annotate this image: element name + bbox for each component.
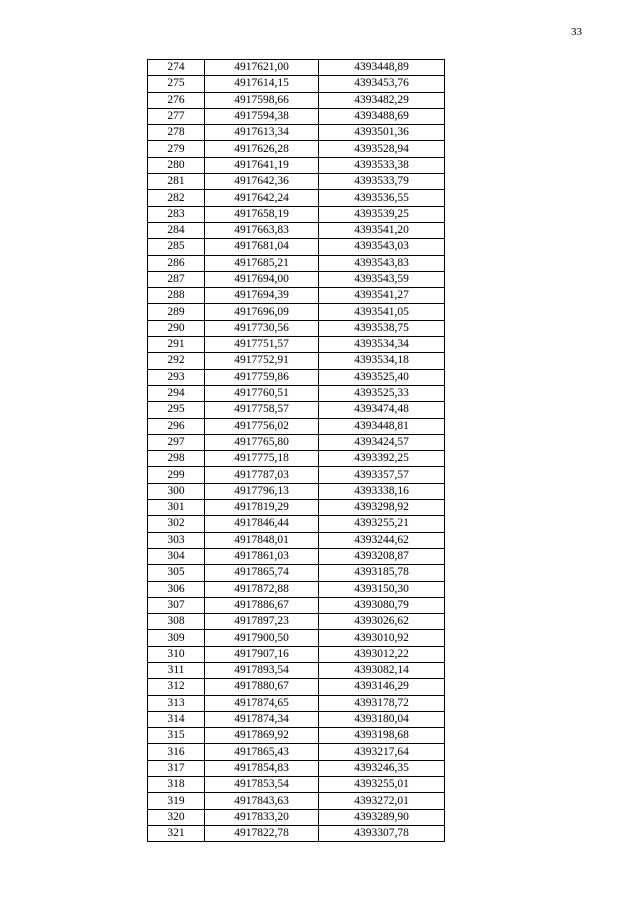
table-row xyxy=(148,369,445,385)
y-coordinate-cell: 4393185,78 xyxy=(319,565,445,581)
table-row xyxy=(148,418,445,434)
point-number-cell: 282 xyxy=(148,190,205,206)
table-row xyxy=(148,662,445,678)
y-coordinate-cell: 4393543,83 xyxy=(319,255,445,271)
coordinates-table-body xyxy=(148,60,445,842)
x-coordinate-cell: 4917886,67 xyxy=(205,597,319,613)
x-coordinate-cell: 4917833,20 xyxy=(205,809,319,825)
point-number-cell: 286 xyxy=(148,255,205,271)
table-row xyxy=(148,630,445,646)
table-row xyxy=(148,760,445,776)
table-row xyxy=(148,76,445,92)
x-coordinate-cell: 4917598,66 xyxy=(205,92,319,108)
point-number-cell: 304 xyxy=(148,548,205,564)
point-number-cell: 289 xyxy=(148,304,205,320)
table-row xyxy=(148,255,445,271)
table-row xyxy=(148,548,445,564)
table-row xyxy=(148,825,445,841)
point-number-cell: 290 xyxy=(148,320,205,336)
table-row xyxy=(148,320,445,336)
x-coordinate-cell: 4917861,03 xyxy=(205,548,319,564)
x-coordinate-cell: 4917694,00 xyxy=(205,271,319,287)
table-row xyxy=(148,239,445,255)
y-coordinate-cell: 4393180,04 xyxy=(319,711,445,727)
table-row xyxy=(148,679,445,695)
table-row xyxy=(148,532,445,548)
table-row xyxy=(148,141,445,157)
x-coordinate-cell: 4917730,56 xyxy=(205,320,319,336)
y-coordinate-cell: 4393255,21 xyxy=(319,516,445,532)
y-coordinate-cell: 4393533,38 xyxy=(319,157,445,173)
x-coordinate-cell: 4917787,03 xyxy=(205,467,319,483)
x-coordinate-cell: 4917696,09 xyxy=(205,304,319,320)
table-row xyxy=(148,467,445,483)
x-coordinate-cell: 4917843,63 xyxy=(205,793,319,809)
point-number-cell: 307 xyxy=(148,597,205,613)
y-coordinate-cell: 4393146,29 xyxy=(319,679,445,695)
y-coordinate-cell: 4393541,05 xyxy=(319,304,445,320)
table-row xyxy=(148,695,445,711)
table-row xyxy=(148,304,445,320)
point-number-cell: 306 xyxy=(148,581,205,597)
point-number-cell: 281 xyxy=(148,174,205,190)
point-number-cell: 313 xyxy=(148,695,205,711)
y-coordinate-cell: 4393289,90 xyxy=(319,809,445,825)
x-coordinate-cell: 4917642,24 xyxy=(205,190,319,206)
point-number-cell: 298 xyxy=(148,451,205,467)
y-coordinate-cell: 4393525,40 xyxy=(319,369,445,385)
x-coordinate-cell: 4917752,91 xyxy=(205,353,319,369)
y-coordinate-cell: 4393338,16 xyxy=(319,483,445,499)
x-coordinate-cell: 4917893,54 xyxy=(205,662,319,678)
table-row xyxy=(148,451,445,467)
y-coordinate-cell: 4393357,57 xyxy=(319,467,445,483)
y-coordinate-cell: 4393482,29 xyxy=(319,92,445,108)
x-coordinate-cell: 4917658,19 xyxy=(205,206,319,222)
y-coordinate-cell: 4393525,33 xyxy=(319,385,445,401)
point-number-cell: 293 xyxy=(148,369,205,385)
y-coordinate-cell: 4393178,72 xyxy=(319,695,445,711)
table-row xyxy=(148,222,445,238)
y-coordinate-cell: 4393026,62 xyxy=(319,614,445,630)
y-coordinate-cell: 4393307,78 xyxy=(319,825,445,841)
point-number-cell: 275 xyxy=(148,76,205,92)
y-coordinate-cell: 4393424,57 xyxy=(319,434,445,450)
point-number-cell: 280 xyxy=(148,157,205,173)
table-row xyxy=(148,288,445,304)
point-number-cell: 295 xyxy=(148,402,205,418)
x-coordinate-cell: 4917681,04 xyxy=(205,239,319,255)
y-coordinate-cell: 4393488,69 xyxy=(319,108,445,124)
page-number: 33 xyxy=(571,26,582,38)
y-coordinate-cell: 4393543,03 xyxy=(319,239,445,255)
y-coordinate-cell: 4393528,94 xyxy=(319,141,445,157)
x-coordinate-cell: 4917613,34 xyxy=(205,125,319,141)
point-number-cell: 292 xyxy=(148,353,205,369)
point-number-cell: 318 xyxy=(148,777,205,793)
table-row xyxy=(148,385,445,401)
table-row xyxy=(148,337,445,353)
point-number-cell: 310 xyxy=(148,646,205,662)
table-row xyxy=(148,809,445,825)
y-coordinate-cell: 4393272,01 xyxy=(319,793,445,809)
x-coordinate-cell: 4917594,38 xyxy=(205,108,319,124)
table-row xyxy=(148,728,445,744)
y-coordinate-cell: 4393246,35 xyxy=(319,760,445,776)
table-row xyxy=(148,434,445,450)
point-number-cell: 311 xyxy=(148,662,205,678)
y-coordinate-cell: 4393543,59 xyxy=(319,271,445,287)
point-number-cell: 287 xyxy=(148,271,205,287)
table-row xyxy=(148,60,445,76)
table-row xyxy=(148,125,445,141)
point-number-cell: 276 xyxy=(148,92,205,108)
x-coordinate-cell: 4917775,18 xyxy=(205,451,319,467)
x-coordinate-cell: 4917880,67 xyxy=(205,679,319,695)
x-coordinate-cell: 4917796,13 xyxy=(205,483,319,499)
point-number-cell: 297 xyxy=(148,434,205,450)
x-coordinate-cell: 4917751,57 xyxy=(205,337,319,353)
y-coordinate-cell: 4393150,30 xyxy=(319,581,445,597)
point-number-cell: 301 xyxy=(148,500,205,516)
x-coordinate-cell: 4917900,50 xyxy=(205,630,319,646)
y-coordinate-cell: 4393217,64 xyxy=(319,744,445,760)
point-number-cell: 319 xyxy=(148,793,205,809)
x-coordinate-cell: 4917874,34 xyxy=(205,711,319,727)
point-number-cell: 314 xyxy=(148,711,205,727)
y-coordinate-cell: 4393448,81 xyxy=(319,418,445,434)
y-coordinate-cell: 4393453,76 xyxy=(319,76,445,92)
table-row xyxy=(148,353,445,369)
y-coordinate-cell: 4393541,20 xyxy=(319,222,445,238)
table-row xyxy=(148,271,445,287)
x-coordinate-cell: 4917819,29 xyxy=(205,500,319,516)
point-number-cell: 316 xyxy=(148,744,205,760)
x-coordinate-cell: 4917621,00 xyxy=(205,60,319,76)
x-coordinate-cell: 4917626,28 xyxy=(205,141,319,157)
x-coordinate-cell: 4917848,01 xyxy=(205,532,319,548)
point-number-cell: 288 xyxy=(148,288,205,304)
point-number-cell: 312 xyxy=(148,679,205,695)
table-row xyxy=(148,646,445,662)
x-coordinate-cell: 4917865,74 xyxy=(205,565,319,581)
y-coordinate-cell: 4393538,75 xyxy=(319,320,445,336)
table-row xyxy=(148,711,445,727)
point-number-cell: 277 xyxy=(148,108,205,124)
coordinates-table xyxy=(147,59,445,842)
y-coordinate-cell: 4393474,48 xyxy=(319,402,445,418)
x-coordinate-cell: 4917663,83 xyxy=(205,222,319,238)
x-coordinate-cell: 4917907,16 xyxy=(205,646,319,662)
table-row xyxy=(148,777,445,793)
x-coordinate-cell: 4917822,78 xyxy=(205,825,319,841)
point-number-cell: 308 xyxy=(148,614,205,630)
table-row xyxy=(148,565,445,581)
x-coordinate-cell: 4917759,86 xyxy=(205,369,319,385)
x-coordinate-cell: 4917874,65 xyxy=(205,695,319,711)
x-coordinate-cell: 4917685,21 xyxy=(205,255,319,271)
point-number-cell: 302 xyxy=(148,516,205,532)
table-row xyxy=(148,483,445,499)
x-coordinate-cell: 4917846,44 xyxy=(205,516,319,532)
y-coordinate-cell: 4393010,92 xyxy=(319,630,445,646)
table-row xyxy=(148,793,445,809)
y-coordinate-cell: 4393012,22 xyxy=(319,646,445,662)
table-row xyxy=(148,157,445,173)
y-coordinate-cell: 4393082,14 xyxy=(319,662,445,678)
table-row xyxy=(148,581,445,597)
table-row xyxy=(148,92,445,108)
point-number-cell: 303 xyxy=(148,532,205,548)
x-coordinate-cell: 4917765,80 xyxy=(205,434,319,450)
point-number-cell: 315 xyxy=(148,728,205,744)
x-coordinate-cell: 4917641,19 xyxy=(205,157,319,173)
x-coordinate-cell: 4917756,02 xyxy=(205,418,319,434)
point-number-cell: 300 xyxy=(148,483,205,499)
y-coordinate-cell: 4393448,89 xyxy=(319,60,445,76)
y-coordinate-cell: 4393080,79 xyxy=(319,597,445,613)
table-row xyxy=(148,597,445,613)
x-coordinate-cell: 4917872,88 xyxy=(205,581,319,597)
point-number-cell: 299 xyxy=(148,467,205,483)
point-number-cell: 294 xyxy=(148,385,205,401)
point-number-cell: 321 xyxy=(148,825,205,841)
y-coordinate-cell: 4393539,25 xyxy=(319,206,445,222)
x-coordinate-cell: 4917760,51 xyxy=(205,385,319,401)
x-coordinate-cell: 4917614,15 xyxy=(205,76,319,92)
point-number-cell: 317 xyxy=(148,760,205,776)
table-row xyxy=(148,190,445,206)
table-row xyxy=(148,206,445,222)
table-row xyxy=(148,500,445,516)
y-coordinate-cell: 4393541,27 xyxy=(319,288,445,304)
y-coordinate-cell: 4393298,92 xyxy=(319,500,445,516)
x-coordinate-cell: 4917758,57 xyxy=(205,402,319,418)
point-number-cell: 320 xyxy=(148,809,205,825)
y-coordinate-cell: 4393536,55 xyxy=(319,190,445,206)
y-coordinate-cell: 4393501,36 xyxy=(319,125,445,141)
table-row xyxy=(148,402,445,418)
y-coordinate-cell: 4393198,68 xyxy=(319,728,445,744)
y-coordinate-cell: 4393534,18 xyxy=(319,353,445,369)
point-number-cell: 296 xyxy=(148,418,205,434)
x-coordinate-cell: 4917865,43 xyxy=(205,744,319,760)
point-number-cell: 291 xyxy=(148,337,205,353)
point-number-cell: 278 xyxy=(148,125,205,141)
point-number-cell: 284 xyxy=(148,222,205,238)
y-coordinate-cell: 4393534,34 xyxy=(319,337,445,353)
y-coordinate-cell: 4393255,01 xyxy=(319,777,445,793)
table-row xyxy=(148,516,445,532)
table-row xyxy=(148,174,445,190)
x-coordinate-cell: 4917642,36 xyxy=(205,174,319,190)
y-coordinate-cell: 4393533,79 xyxy=(319,174,445,190)
point-number-cell: 285 xyxy=(148,239,205,255)
point-number-cell: 305 xyxy=(148,565,205,581)
point-number-cell: 279 xyxy=(148,141,205,157)
x-coordinate-cell: 4917854,83 xyxy=(205,760,319,776)
x-coordinate-cell: 4917694,39 xyxy=(205,288,319,304)
point-number-cell: 309 xyxy=(148,630,205,646)
y-coordinate-cell: 4393208,87 xyxy=(319,548,445,564)
table-row xyxy=(148,744,445,760)
x-coordinate-cell: 4917869,92 xyxy=(205,728,319,744)
point-number-cell: 274 xyxy=(148,60,205,76)
y-coordinate-cell: 4393244,62 xyxy=(319,532,445,548)
point-number-cell: 283 xyxy=(148,206,205,222)
table-row xyxy=(148,614,445,630)
table-row xyxy=(148,108,445,124)
y-coordinate-cell: 4393392,25 xyxy=(319,451,445,467)
x-coordinate-cell: 4917853,54 xyxy=(205,777,319,793)
x-coordinate-cell: 4917897,23 xyxy=(205,614,319,630)
